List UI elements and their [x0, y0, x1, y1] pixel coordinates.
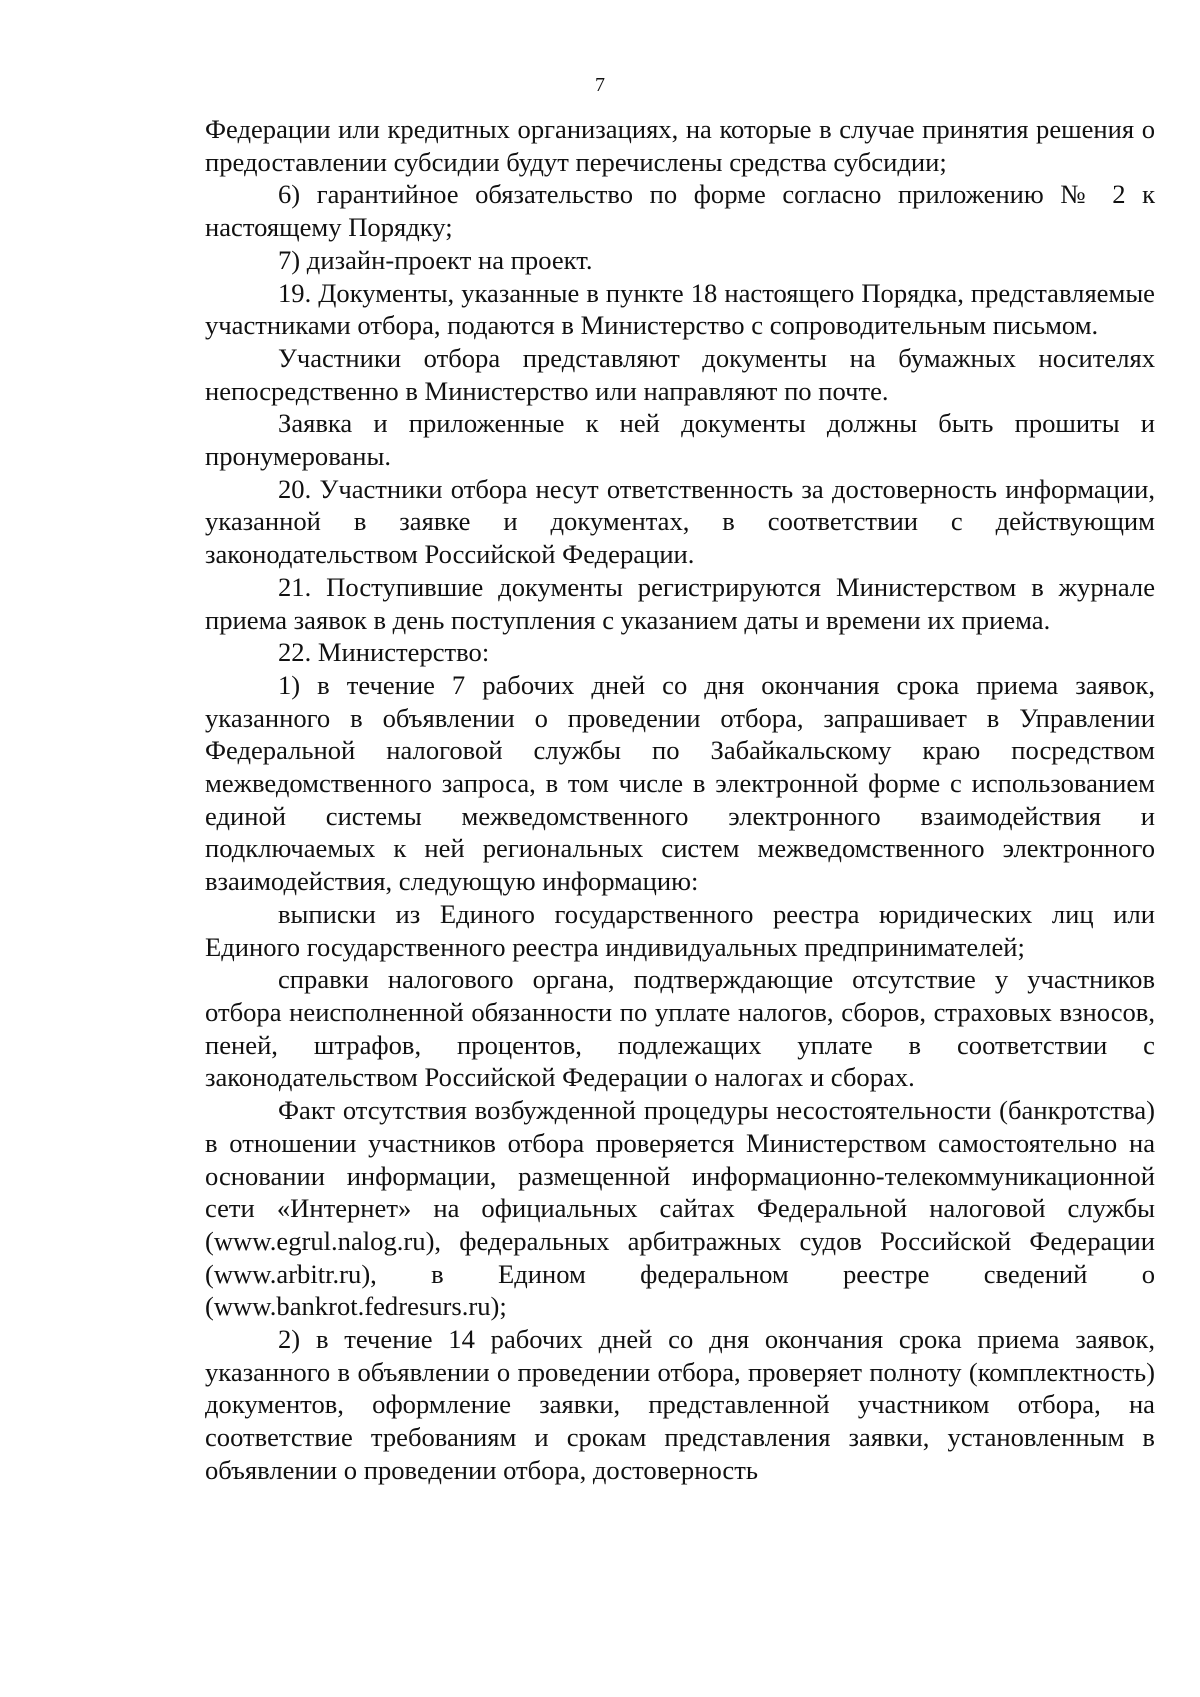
paragraph-item-7: 7) дизайн-проект на проект.	[278, 244, 593, 275]
paragraph-extracts: выписки из Единого государственного реестра юридических лиц или Единого государственного реестра индивидуальных предпринимателей;	[205, 898, 1155, 962]
paragraph-continuation: Федерации или кредитных организациях, на которые в случае принятия решения о предоставлении субсидии будут перечислены средства субсидии;	[205, 114, 1155, 177]
document-body	[205, 113, 1155, 1487]
paragraph-clause-19: 19. Документы, указанные в пункте 18 настоящего Порядка, представляемые участниками отбора, подаются в Министерство с сопроводительным письмом.	[205, 277, 1155, 341]
paragraph-clause-20: 20. Участники отбора несут ответственность за достоверность информации, указанной в заявке и документах, в соответствии с действующим законодательством Российской Федерации.	[205, 473, 1155, 570]
paragraph-tax-certificates: справки налогового органа, подтверждающие отсутствие у участников отбора неисполненной обязанности по уплате налогов, сборов, страховых взносов, пеней, штрафов, процентов, подлежащих уплате в соответствии с законодательством Российской Федерации о налогах и сборах.	[205, 964, 1155, 1093]
paragraph-item-2: 2) в течение 14 рабочих дней со дня окончания срока приема заявок, указанного в объявлении о проведении отбора, проверяет полноту (комплектность) документов, оформление заявки, представленной участником отбора, на соответствие требованиям и срокам представления заявки, установленным в объявлении о проведении отбора, достоверность	[205, 1324, 1155, 1485]
paragraph-bankruptcy: Факт отсутствия возбужденной процедуры несостоятельности (банкротства) в отношении участников отбора проверяется Министерством самостоятельно на основании информации, размещенной информационно-телекоммуникационной сети «Интернет» на официальных сайтах Федеральной налоговой службы (www.egrul.nalog.ru), федеральных арбитражных судов Российской Федерации (www.arbitr.ru), в Едином федеральном реестре сведений о (www.bankrot.fedresurs.ru);	[205, 1095, 1155, 1322]
page-number: 7	[595, 74, 605, 96]
paragraph-clause-22: 22. Министерство:	[278, 637, 490, 668]
paragraph-binding: Заявка и приложенные к ней документы должны быть прошиты и пронумерованы.	[205, 408, 1155, 472]
paragraph-clause-21: 21. Поступившие документы регистрируются Министерством в журнале приема заявок в день поступления с указанием даты и времени их приема.	[205, 571, 1155, 635]
paragraph-item-6: 6) гарантийное обязательство по форме согласно приложению № 2 к настоящему Порядку;	[205, 179, 1155, 243]
paragraph-submission: Участники отбора представляют документы на бумажных носителях непосредственно в Министерство или направляют по почте.	[205, 342, 1155, 406]
paragraph-item-1: 1) в течение 7 рабочих дней со дня окончания срока приема заявок, указанного в объявлении о проведении отбора, запрашивает в Управлении Федеральной налоговой службы по Забайкальскому краю посредством межведомственного запроса, в том числе в электронной форме с использованием единой системы межведомственного электронного взаимодействия и подключаемых к ней региональных систем межведомственного электронного взаимодействия, следующую информацию:	[205, 669, 1155, 897]
